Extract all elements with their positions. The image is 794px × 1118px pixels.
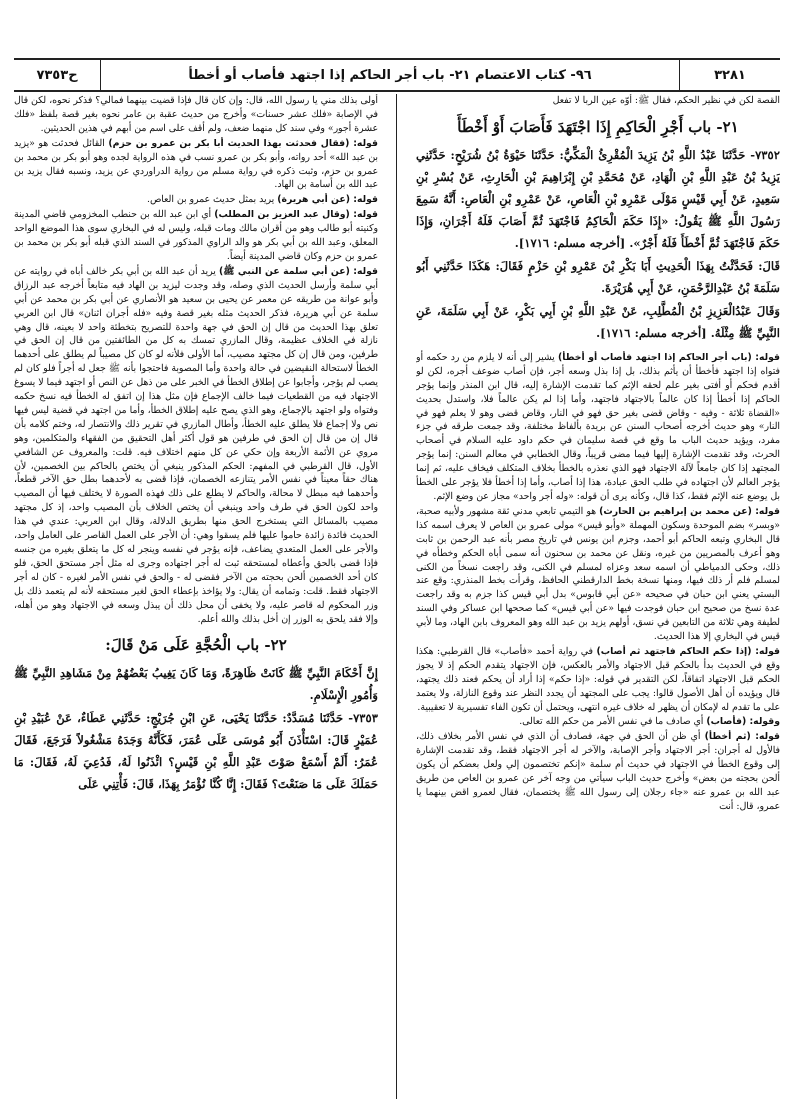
commentary-paragraph — [14, 193, 378, 207]
commentary-text: هو التيمي تابعي مدني ثقة مشهور ولأبيه صحبة، «وبسر» بضم الموحدة وسكون المهملة «وأبو قيس» مولى عمرو بن العاص لا يعرف اسمه كذا قال البخاري وتبعه الحاكم أبو أحمد، وجزم ابن يونس في تاريخ مصر بأنه عبد الرحمن بن ثابت وهو أعرف بالمصريين من غيره، ونقل عن محمد بن سحنون أنه سمى أباه الحكم وخطأه في ذلك، وحكى الدمياطي أن اسمه سعد وعزاه لمسلم في الكنى، وقد راجعت نسخاً من الكنى لمسلم فلم أر ذلك فيها، ومنها نسخة بخط الدارقطني الحافظ، وقرأت بخط المنذري: وقع عند البستي يعني ابن حبان في صحيحه «عن أبي قابوس» بدل أبي قيس كذا جزم به وقد راجعت عدة نسخ من صحيح ابن حبان فوجدت فيها «عن أبي قيس» كما صححها ابن عساكر وفي السند لطيفة وهي ثلاثة من التابعين في نسق، أولهم يزيد بن عبد الله وهو المعروف بابن الهاد، وما لأبي قيس في البخاري إلا هذا الحديث. — [416, 505, 780, 643]
commentary-text: أي ظن أن الحق في جهة، فصادف أن الذي في نفس الأمر بخلاف ذلك، فالأول له أجران: أجر الاجتهاد وأجر الإصابة، والآخر له أجر الاجتهاد فقط، وقد تقدمت الإشارة إلى وقوع الخطأ في الاجتهاد في حديث أم سلمة «إنكم تختصمون إلي ولعل بعضكم أن يكون ألحن بحجته من بعض» وأخرج حديث الباب سيأتي من وجه آخر عن عمرو بن العاص من طريق عبد الله بن عمرو عنه «جاء رجلان إلى رسول الله ﷺ يختصمان، فقال لعمرو اقض بينهما يا عمرو، قال: أنت — [416, 731, 780, 812]
commentary-label: قوله: (ثم أخطأ) — [704, 731, 780, 743]
commentary-paragraph — [416, 505, 780, 644]
commentary-paragraph — [14, 137, 378, 193]
commentary-paragraph — [14, 208, 378, 264]
hadith-7352-c: وَقَالَ عَبْدُالْعَزِيزِ بْنُ الْمُطَّلِبِ، عَنْ عَبْدِ اللَّهِ بْنِ أَبِي بَكْرٍ، عَنْ أَبِي سَلَمَةَ، عَنِ النَّبِيِّ ﷺ مِثْلَهُ. [أخرجه مسلم: ١٧١٦]. — [416, 303, 780, 340]
hadith-7352-b: قَالَ: فَحَدَّثْتُ بِهَذَا الْحَدِيثِ أَبَا بَكْرِ بْنَ عَمْرِو بْنِ حَزْمٍ فَقَالَ: هَكَذَا حَدَّثَنِي أَبُو سَلَمَةَ بْنُ عَبْدِالرَّحْمَنِ، عَنْ أَبِي هُرَيْرَةَ. — [416, 258, 780, 295]
commentary-label: وقوله: (فأصاب) — [706, 716, 780, 728]
commentary-text: يشير إلى أنه لا يلزم من رد حكمه أو فتواه إذا اجتهد فأخطأ أن يأثم بذلك، بل إذا بذل وسعه أجر، فإن أصاب ضوعف أجره، لكن لو أقدم فحكم أو أفتى بغير علم لحقه الإثم كما تقدمت الإشارة إليه، قال ابن المنذر وإنما يؤجر الحاكم إذا أخطأ إذا كان عالماً بالاجتهاد فاجتهد، وأما إذا لم يكن عالماً فلا، واستدل بحديث «القضاة ثلاثة - وفيه - وقاض قضى بغير حق فهو في النار، وقاض قضى وهو لا يعلم فهو في النار» وهو حديث أخرجه أصحاب السنن عن بريدة بألفاظ مختلفة، وقد جمعت طرقه في جزء مفرد، ويؤيد حديث الباب ما وقع في قصة سليمان في حكم داود عليه السلام في أصحاب الحرث، وقد تقدمت الإشارة إليها فيما مضى قريباً، وقال الخطابي في معالم السنن: إنما يؤجر المجتهد إذا كان جامعاً لآلة الاجتهاد فهو الذي نعذره بالخطأ بخلاف المتكلف فيخاف عليه، ثم إنما يؤجر العالم لأن اجتهاده في طلب الحق عبادة، هذا إذا أصاب، وأما إذا أخطأ فلا يؤجر على الخطأ بل يوضع عنه الإثم فقط، كذا قال، وكأنه يرى أن قوله: «وله أجر واحد» مجاز عن وضع الإثم. — [416, 351, 780, 502]
continued-text: أولى بذلك مني يا رسول الله، قال: وإن كان قال فإذا قضيت بينهما فمالي؟ فذكر نحوه، لكن قال في الإصابة «فلك عشر حسنات» وأخرج من حديث عقبة بن عامر نحوه بغير قصة بلفظ «فلك عشرة أجور» وفي سند كل منهما ضعف، ولم أقف على اسم من أبهم في هذين الحديثين. — [14, 95, 378, 134]
column-divider — [396, 94, 397, 1099]
commentary-text: القائل فحدثت هو «يزيد بن عبد الله» أحد رواته، وأبو بكر بن عمرو نسب في هذه الرواية لجده وهو أبو بكر بن محمد بن عمرو بن حزم، وثبت ذكره في رواية مسلم من رواية الدراوردي عن يزيد، ونسبه فقال يزيد بن عبد الله بن أسامة بن الهاد. — [14, 137, 378, 191]
commentary-paragraph — [416, 351, 780, 504]
hadith-7352: ٧٣٥٢- حَدَّثَنَا عَبْدُ اللَّهِ بْنُ يَزِيدَ الْمُقْرِئُ الْمَكِّيُّ: حَدَّثَنَا حَيْوَةُ بْنُ شُرَيْحٍ: حَدَّثَنِي يَزِيدُ بْنُ عَبْدِ اللَّهِ بْنِ الْهَادِ، عَنْ مُحَمَّدِ بْنِ إِبْرَاهِيمَ بْنِ الْحَارِثِ، عَنْ بُسْرِ بْنِ سَعِيدٍ، عَنْ أَبِي قَيْسٍ مَوْلَى عَمْرِو بْنِ الْعَاصِ، عَنْ عَمْرِو بْنِ الْعَاصِ: أَنَّهُ سَمِعَ رَسُولَ اللَّهِ ﷺ يَقُولُ: «إِذَا حَكَمَ الْحَاكِمُ فَاجْتَهَدَ ثُمَّ أَصَابَ فَلَهُ أَجْرَانِ، وَإِذَا حَكَمَ فَاجْتَهَدَ ثُمَّ أَخْطَأَ فَلَهُ أَجْرٌ». [أخرجه مسلم: ١٧١٦]. — [416, 147, 780, 250]
page-number: ٣٢٨١ — [679, 60, 780, 90]
chapter-22-title-text: إِنَّ أَحْكَامَ النَّبِيِّ ﷺ كَانَتْ ظَاهِرَةً، وَمَا كَانَ يَغِيبُ بَعْضُهُمْ مِنْ مَشَاهِدِ النَّبِيِّ ﷺ وَأُمُورِ الْإِسْلَامِ. — [14, 666, 378, 703]
commentary-label: قوله: (إذا حكم الحاكم فاجتهد ثم أصاب) — [596, 645, 780, 657]
commentary-text: يريد بمثل حديث عمرو بن العاص. — [147, 194, 275, 206]
commentary-text: في رواية أحمد «فأصاب» قال القرطبي: هكذا وقع في الحديث بدأ بالحكم قبل الاجتهاد والأمر بالعكس، فإن الاجتهاد يتقدم الحكم إذ لا يجوز الحكم قبل الاجتهاد اتفاقاً، لكن التقدير في قوله: «إذا حكم» إذا أراد أن يحكم فعند ذلك يجتهد، قال ويؤيده أن أهل الأصول قالوا: يجب على المجتهد أن يجدد النظر عند وقوع النازلة، ولا يعتمد على ما تقدم له لإمكان أن يظهر له خلاف غيره انتهى، ويحتمل أن تكون الفاء تفسيرية لا تعقيبية. — [416, 645, 780, 713]
commentary-label: قوله: (عن أبي هريرة) — [277, 194, 378, 206]
book-page — [14, 58, 780, 1108]
right-column — [416, 94, 780, 1104]
running-title: ٩٦- كتاب الاعتصام ٢١- باب أجر الحاكم إذا اجتهد فأصاب أو أخطأ — [188, 67, 592, 83]
commentary-paragraph — [416, 645, 780, 715]
commentary-paragraph — [416, 730, 780, 813]
chapter-heading-21: ٢١- باب أَجْرِ الْحَاكِمِ إِذَا اجْتَهَدَ فَأَصَابَ أَوْ أَخْطَأَ — [457, 117, 739, 136]
left-column — [14, 94, 378, 1104]
commentary-label: قوله: (فقال فحدثت بهذا الحديث أبا بكر بن عمرو بن حزم) — [108, 137, 378, 149]
chapter-heading-22: ٢٢- باب الْحُجَّةِ عَلَى مَنْ قَالَ: — [105, 636, 287, 655]
commentary-label: قوله: (عن أبي سلمة عن النبي ﷺ) — [219, 265, 378, 277]
hadith-range-number: ح٧٣٥٣ — [14, 60, 101, 90]
commentary-label: قوله: (عن محمد بن إبراهيم بن الحارث) — [599, 505, 780, 517]
commentary-text: يريد أن عبد الله بن أبي بكر خالف أباه في روايته عن أبي سلمة وأرسل الحديث الذي وصله، وقد وجدت ليزيد بن الهاد فيه متابعاً أخرجه عبد الرزاق وأبو عوانة من طريقه عن معمر عن يحيى بن سعيد هو الأنصاري عن أبي بكر بن محمد عن أبي سلمة عن أبي هريرة، فذكر الحديث مثله بغير قصة وفيه «فله أجران اثنان» قال ابن العربي تعلق بهذا الحديث من قال إن الحق في جهة واحدة للتصريح بتخطئة واحد لا بعينه، قال وهي نازلة في الخلاف عظيمة، وقال المازري تمسك به كل من الطائفتين من قال إن الحق في طرفين، ومن قال إن كل مجتهد مصيب، أما الأولى فلأنه لو كان كل مصيباً لم يطلق على أحدهما الخطأ لاستحالة النقيضين في حالة واحدة وأما المصوبة فاحتجوا بأنه ﷺ جعل له أجراً فلو كان لم يصب لم يؤجر، وأجابوا عن إطلاق الخطأ في الخبر على من ذهل عن النص أو اجتهد فيما لا يسوغ الاجتهاد فيه من القطعيات فيما خالف الإجماع فإن مثل هذا إن اتفق له الخطأ فيه نسخ حكمه وفتواه ولو اجتهد بالإجماع، وهو الذي يصح عليه إطلاق الخطأ، وأما من اجتهد في قضية ليس فيها نص ولا إجماع فلا يطلق عليه الخطأ، وأطال المازري في تقرير ذلك والانتصار له، وختم كلامه بأن قال إن من قال إن الحق في طرفين هو قول أكثر أهل التحقيق من الفقهاء والمتكلمين، وهو مروي عن الأئمة الأربعة وإن حكي عن كل منهم اختلاف فيه. قلت: والمعروف عن الشافعي الأول، قال القرطبي في المفهم: الحكم المذكور ينبغي أن يختص بالحاكم بين الخصمين، لأن هناك حقاً معيناً في نفس الأمر يتنازعه الخصمان، فإذا قضى به لأحدهما بطل حق الآخر قطعاً، وأحدهما فيه مبطل لا محالة، والحاكم لا يطلع على ذلك فهذه الصورة لا يختلف فيها أن المصيب واحد لكون الحق في طرف واحد وينبغي أن يختص الخلاف بأن المصيب واحد، إذ كل مجتهد مصيب بالمسائل التي يستخرج الحق منها بطريق الدلالة، وقال ابن العربي: عندي في هذا الحديث فائدة زائدة حاموا عليها فلم يسقوا وهي: أن الأجر على العمل القاصر على العامل واحد، والأجر على العمل المتعدي يضاعف، فإنه يؤجر في نفسه وينجر له كل ما يتعلق بغيره من جنسه فإذا قضى بالحق وأعطاه لمستحقه ثبت له أجر اجتهاده وجرى له مثل أجر مستحق الحق، فلو كان أحد الخصمين ألحن بحجته من الآخر فقضى له - والحق في نفس الأمر لغيره - كان له أجر الاجتهاد فقط. قلت: وتمامه أن يقال: ولا يؤاخذ بإعطاء الحق لغير مستحقه لأنه لم يتعمد ذلك بل وزر المحكوم له قاصر عليه، ولا يخفى أن محل ذلك أن يبذل وسعه في الاجتهاد وهو من أهله، وإلا فقد يلحق به الوزر إن أخل بذلك والله أعلم. — [14, 265, 378, 625]
hadith-7353: ٧٣٥٣- حَدَّثَنَا مُسَدَّدٌ: حَدَّثَنَا يَحْيَى، عَنِ ابْنِ جُرَيْجٍ: حَدَّثَنِي عَطَاءٌ، عَنْ عُبَيْدِ بْنِ عُمَيْرٍ قَالَ: اسْتَأْذَنَ أَبُو مُوسَى عَلَى عُمَرَ، فَكَأَنَّهُ وَجَدَهُ مَشْغُولاً فَرَجَعَ، فَقَالَ عُمَرُ: أَلَمْ أَسْمَعْ صَوْتَ عَبْدِ اللَّهِ بْنِ قَيْسٍ؟ ائْذَنُوا لَهُ، فَدُعِيَ لَهُ، فَقَالَ: مَا حَمَلَكَ عَلَى مَا صَنَعْتَ؟ فَقَالَ: إِنَّا كُنَّا نُؤْمَرُ بِهَذَا، قَالَ: فَأْتِنِي عَلَى — [14, 711, 378, 792]
commentary-label: قوله: (باب أجر الحاكم إذا اجتهد فأصاب أو أخطأ) — [558, 351, 780, 363]
intro-text: القصة لكن في نظير الحكم، فقال ﷺ: أوّه عين الربا لا تفعل — [552, 95, 780, 106]
running-header — [14, 58, 780, 92]
commentary-paragraph — [416, 715, 780, 729]
commentary-paragraph — [14, 265, 378, 627]
commentary-text: أي صادف ما في نفس الأمر من حكم الله تعالى. — [519, 716, 704, 728]
commentary-text: أي ابن عبد الله بن حنطب المخزومي قاضي المدينة وكنيته أبو طالب وهو من أقران مالك ومات قبله، وليس له في البخاري سوى هذا الموضع الواحد المعلق، وعبد الله بن أبي بكر هو والد الراوي المذكور في السند الذي قبله أبو بكر بن محمد بن عمرو بن حزم وكان قاضي المدينة أيضاً. — [14, 209, 378, 262]
commentary-label: قوله: (وقال عبد العزيز بن المطلب) — [214, 209, 378, 221]
